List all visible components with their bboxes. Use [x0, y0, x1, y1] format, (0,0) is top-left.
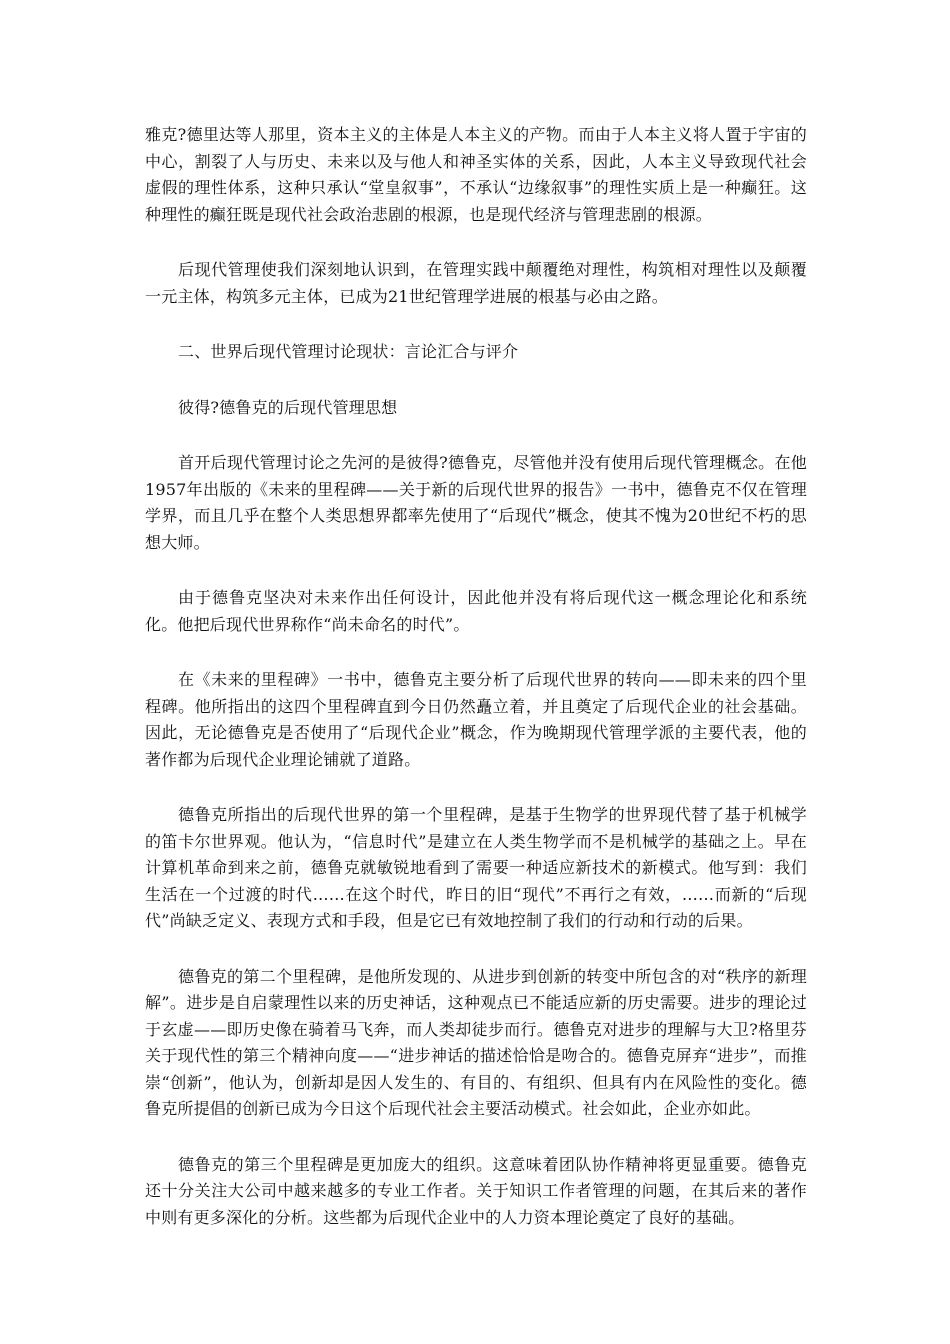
- paragraph-first-milestone: 德鲁克所指出的后现代世界的第一个里程碑，是基于生物学的世界现代替了基于机械学的笛卡尔世界观。他认为，“信息时代”是建立在人类生物学而不是机械学的基础之上。早在计算机革命到来之前，德鲁克就敏锐地看到了需要一种适应新技术的新模式。他写到：我们生活在一个过渡的时代……在这个时代，昨日的旧“现代”不再行之有效，……而新的“后现代”尚缺乏定义、表现方式和手段，但是它已有效地控制了我们的行动和行动的后果。: [145, 805, 807, 930]
- paragraph-drucker-pioneer: 首开后现代管理讨论之先河的是彼得?德鲁克，尽管他并没有使用后现代管理概念。在他1957年出版的《未来的里程碑——关于新的后现代世界的报告》一书中，德鲁克不仅在管理学界，而且几乎在整个人类思想界都率先使用了“后现代”概念，使其不愧为20世纪不朽的思想大师。: [145, 453, 807, 552]
- paragraph-postmodern-insight: 后现代管理使我们深刻地认识到，在管理实践中颠覆绝对理性，构筑相对理性以及颠覆一元主体，构筑多元主体，已成为21世纪管理学进展的根基与必由之路。: [145, 260, 807, 306]
- paragraph-unnamed-era: 由于德鲁克坚决对未来作出任何设计，因此他并没有将后现代这一概念理论化和系统化。他把后现代世界称作“尚未命名的时代”。: [145, 588, 807, 634]
- subsection-heading: 彼得?德鲁克的后现代管理思想: [178, 397, 398, 417]
- paragraph-four-milestones: 在《未来的里程碑》一书中，德鲁克主要分析了后现代世界的转向——即未来的四个里程碑。他所指出的这四个里程碑直到今日仍然矗立着，并且奠定了后现代企业的社会基础。因此，无论德鲁克是否使用了“后现代企业”概念，作为晚期现代管理学派的主要代表，他的著作都为后现代企业理论铺就了道路。: [145, 670, 807, 769]
- paragraph-derrida-subject: 雅克?德里达等人那里，资本主义的主体是人本主义的产物。而由于人本主义将人置于宇宙的中心，割裂了人与历史、未来以及与他人和神圣实体的关系，因此，人本主义导致现代社会虚假的理性体系，这种只承认“堂皇叙事”，不承认“边缘叙事”的理性实质上是一种癫狂。这种理性的癫狂既是现代社会政治悲剧的根源，也是现代经济与管理悲剧的根源。: [145, 125, 807, 224]
- paragraph-third-milestone: 德鲁克的第三个里程碑是更加庞大的组织。这意味着团队协作精神将更显重要。德鲁克还十分关注大公司中越来越多的专业工作者。关于知识工作者管理的问题，在其后来的著作中则有更多深化的分析。这些都为后现代企业中的人力资本理论奠定了良好的基础。: [145, 1154, 807, 1227]
- document-body: [145, 122, 807, 1260]
- paragraph-second-milestone: 德鲁克的第二个里程碑，是他所发现的、从进步到创新的转变中所包含的对“秩序的新理解”。进步是自启蒙理性以来的历史神话，这种观点已不能适应新的历史需要。进步的理论过于玄虚——即历史像在骑着马飞奔，而人类却徒步而行。德鲁克对进步的理解与大卫?格里芬关于现代性的第三个精神向度——“进步神话的描述恰恰是吻合的。德鲁克屏弃“进步”，而推崇“创新”，他认为，创新却是因人发生的、有目的、有组织、但具有内在风险性的变化。德鲁克所提倡的创新已成为今日这个后现代社会主要活动模式。社会如此，企业亦如此。: [145, 966, 807, 1118]
- section-heading: 二、世界后现代管理讨论现状：言论汇合与评介: [178, 342, 519, 361]
